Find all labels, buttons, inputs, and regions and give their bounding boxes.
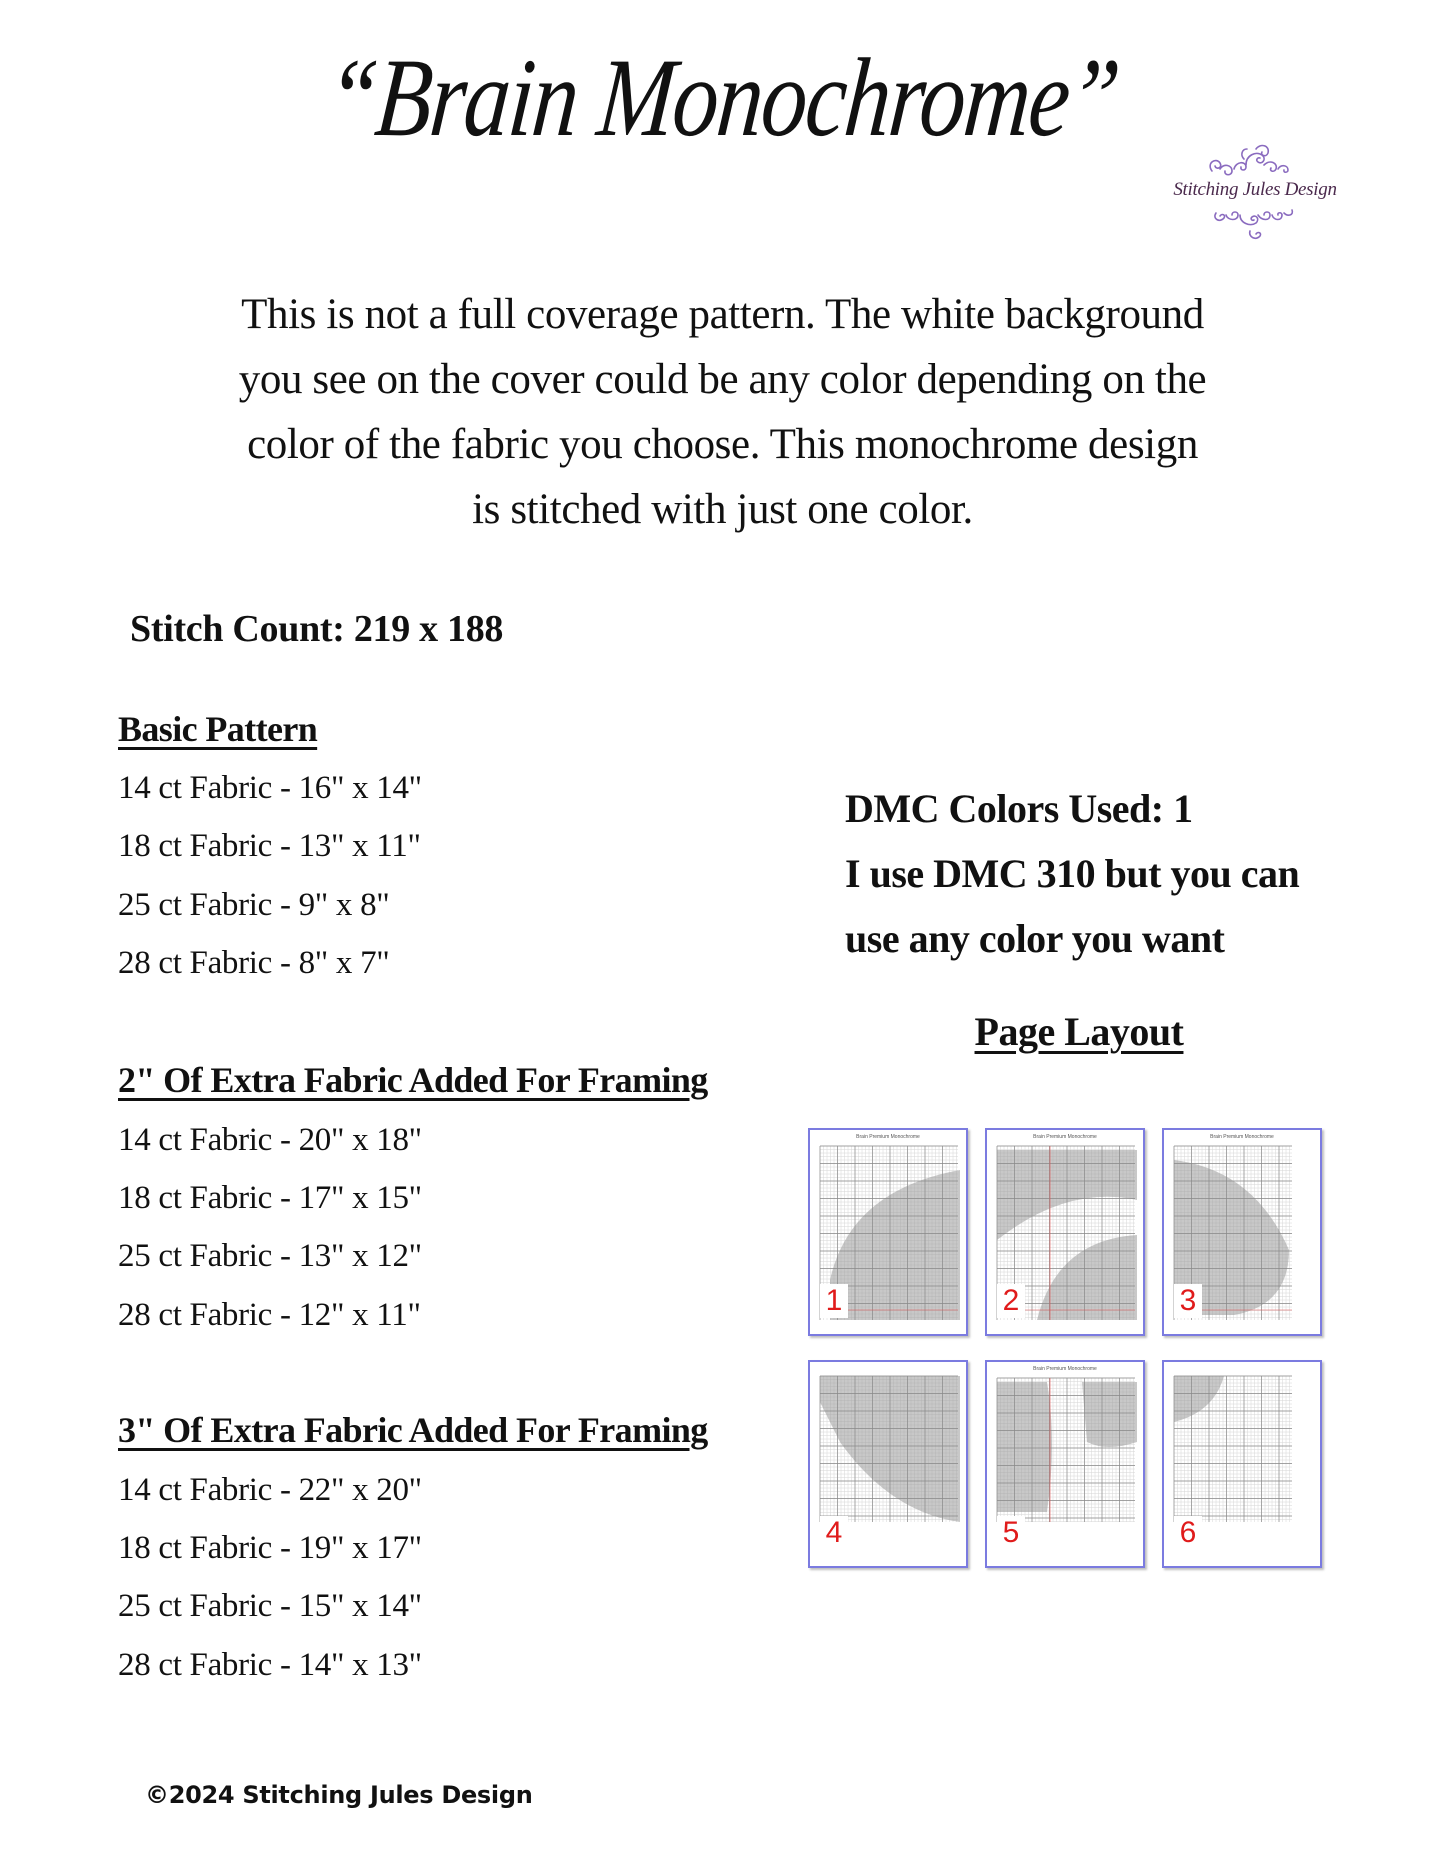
section-heading-3in-extra: 3" Of Extra Fabric Added For Framing: [118, 1410, 708, 1450]
fabric-size-item: 18 ct Fabric - 17" x 15": [118, 1180, 422, 1216]
stitch-count: Stitch Count: 219 x 188: [130, 608, 504, 650]
page-thumbnail: [808, 1128, 968, 1336]
page-number: 3: [1174, 1284, 1202, 1318]
fabric-size-item: 28 ct Fabric - 8" x 7": [118, 945, 390, 981]
fabric-size-item: 25 ct Fabric - 13" x 12": [118, 1238, 422, 1274]
fabric-size-item: 28 ct Fabric - 14" x 13": [118, 1647, 422, 1683]
section-heading-basic-pattern: Basic Pattern: [118, 709, 318, 749]
fabric-size-item: 14 ct Fabric - 20" x 18": [118, 1122, 422, 1158]
thumbnail-caption: Brain Premium Monochrome: [1033, 1366, 1097, 1372]
page-number: 1: [820, 1284, 848, 1318]
fabric-size-item: 18 ct Fabric - 19" x 17": [118, 1530, 422, 1566]
dmc-note-line: use any color you want: [845, 916, 1225, 961]
page-thumbnail: [1162, 1128, 1322, 1336]
thumbnail-caption: Brain Premium Monochrome: [856, 1134, 920, 1140]
page-title: “Brain Monochrome”: [321, 36, 1124, 160]
page-number: 6: [1174, 1516, 1202, 1550]
thumbnail-caption: Brain Premium Monochrome: [1210, 1134, 1274, 1140]
section-heading-2in-extra: 2" Of Extra Fabric Added For Framing: [118, 1060, 708, 1100]
dmc-colors-used: DMC Colors Used: 1: [845, 786, 1193, 831]
page-number: 5: [997, 1516, 1025, 1550]
thumbnail-caption: Brain Premium Monochrome: [1033, 1134, 1097, 1140]
description-line: you see on the cover could be any color depending on the: [238, 356, 1207, 403]
copyright-footer: ©2024 Stitching Jules Design: [145, 1781, 533, 1809]
logo-text: Stitching Jules Design: [1173, 179, 1337, 200]
page-number: 4: [820, 1516, 848, 1550]
description: [150, 282, 1295, 542]
description-line: is stitched with just one color.: [472, 486, 973, 533]
page-thumbnail: [985, 1128, 1145, 1336]
fabric-size-item: 14 ct Fabric - 22" x 20": [118, 1472, 422, 1508]
description-line: This is not a full coverage pattern. The white background: [241, 291, 1204, 338]
page-thumbnail: [985, 1360, 1145, 1568]
fabric-size-item: 28 ct Fabric - 12" x 11": [118, 1297, 421, 1333]
fabric-size-item: 25 ct Fabric - 9" x 8": [118, 887, 390, 923]
fabric-size-item: 18 ct Fabric - 13" x 11": [118, 828, 421, 864]
fabric-size-item: 14 ct Fabric - 16" x 14": [118, 770, 422, 806]
dmc-note-line: I use DMC 310 but you can: [845, 851, 1300, 896]
page-layout-heading: Page Layout: [974, 1009, 1184, 1054]
page-thumbnail: [808, 1360, 968, 1568]
brand-logo: [1160, 135, 1350, 250]
fabric-size-item: 25 ct Fabric - 15" x 14": [118, 1588, 422, 1624]
page-thumbnail: [1162, 1360, 1322, 1568]
description-line: color of the fabric you choose. This monochrome design: [247, 421, 1198, 468]
page-number: 2: [997, 1284, 1025, 1318]
